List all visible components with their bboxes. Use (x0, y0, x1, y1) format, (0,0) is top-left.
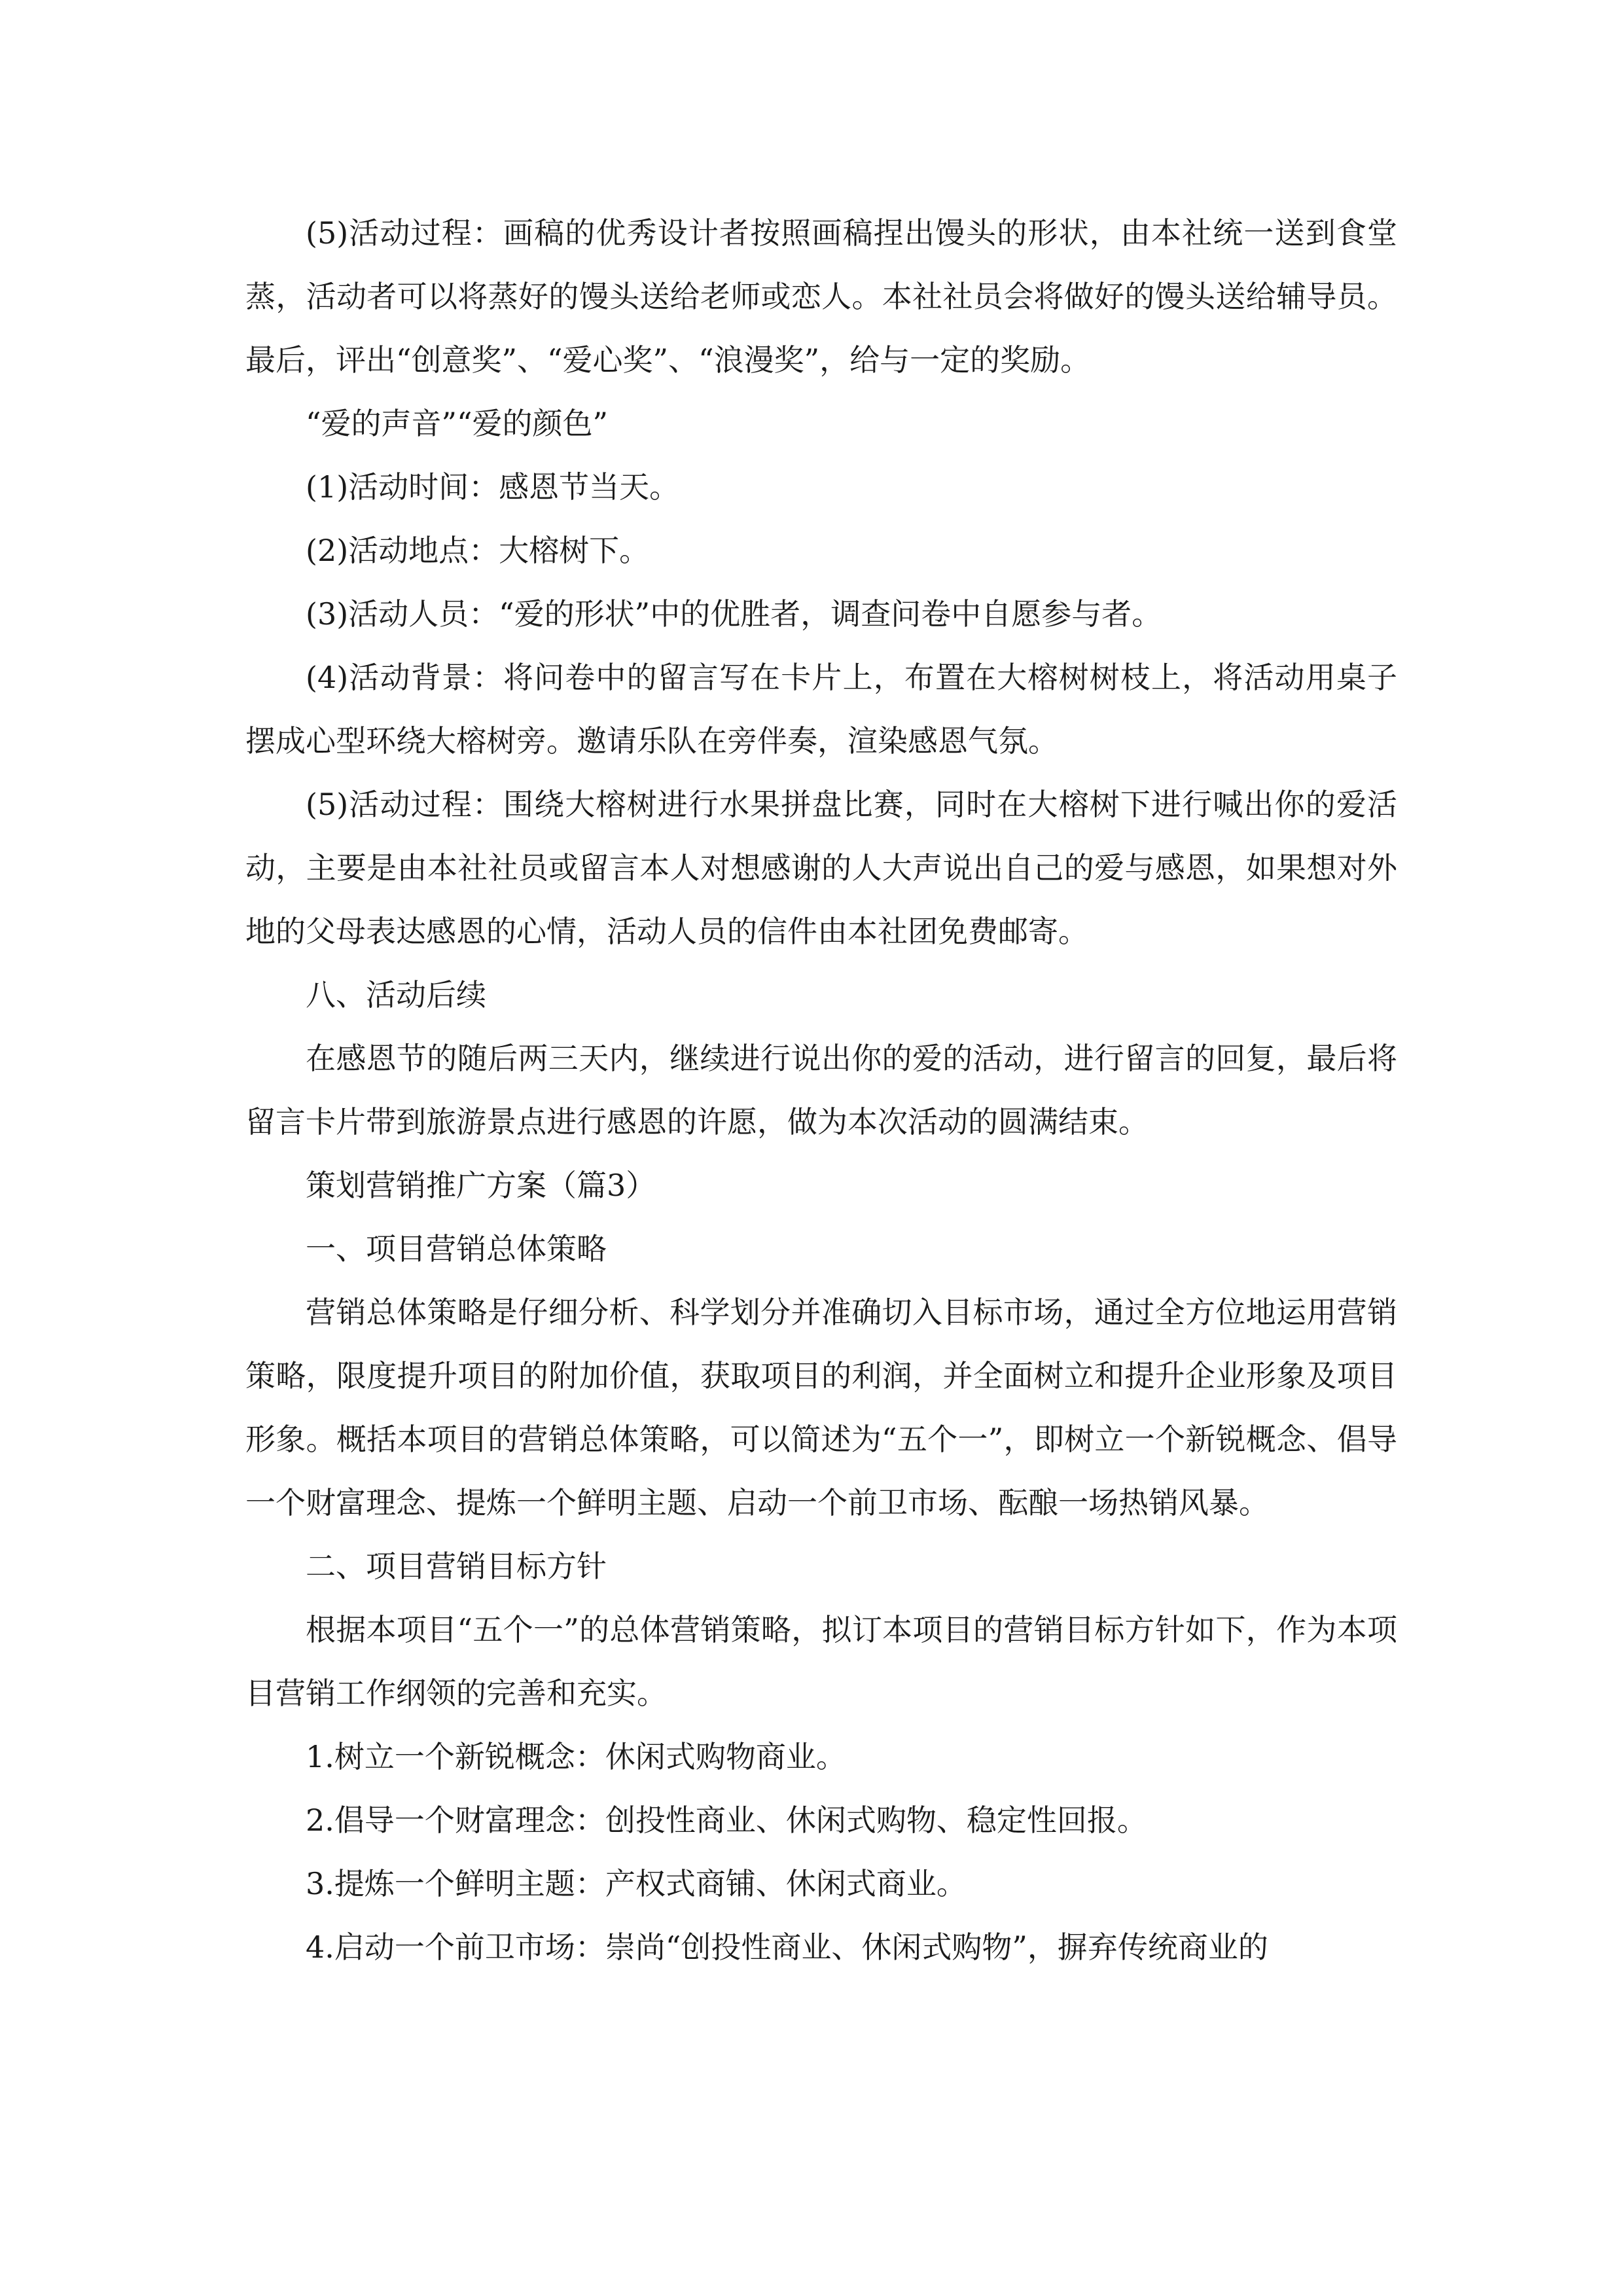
article-title: 策划营销推广方案（篇3） (306, 1168, 656, 1203)
paragraph: 在感恩节的随后两三天内，继续进行说出你的爱的活动，进行留言的回复，最后将留言卡片带到旅游景点进行感恩的许愿，做为本次活动的圆满结束。 (245, 1041, 1397, 1139)
section-heading: 一、项目营销总体策略 (306, 1231, 607, 1266)
paragraph: (5)活动过程：画稿的优秀设计者按照画稿捏出馒头的形状，由本社统一送到食堂蒸，活动者可以将蒸好的馒头送给老师或恋人。本社社员会将做好的馒头送给辅导员。最后，评出“创意奖”、“爱心奖”、“浪漫奖”，给与一定的奖励。 (245, 215, 1397, 378)
paragraph: “爱的声音”“爱的颜色” (306, 406, 609, 441)
paragraph: (1)活动时间：感恩节当天。 (306, 469, 680, 505)
paragraph: 根据本项目“五个一”的总体营销策略，拟订本项目的营销目标方针如下，作为本项目营销工作纲领的完善和充实。 (245, 1612, 1397, 1711)
paragraph: (3)活动人员：“爱的形状”中的优胜者，调查问卷中自愿参与者。 (306, 596, 1162, 632)
section-heading: 八、活动后续 (306, 977, 486, 1013)
list-item: 2.倡导一个财富理念：创投性商业、休闲式购物、稳定性回报。 (306, 1803, 1147, 1838)
list-item: 3.提炼一个鲜明主题：产权式商铺、休闲式商业。 (306, 1866, 967, 1901)
paragraph: (2)活动地点：大榕树下。 (306, 533, 650, 568)
document-body (245, 202, 1397, 1979)
paragraph: (5)活动过程：围绕大榕树进行水果拼盘比赛，同时在大榕树下进行喊出你的爱活动，主要是由本社社员或留言本人对想感谢的人大声说出自己的爱与感恩，如果想对外地的父母表达感恩的心情，活动人员的信件由本社团免费邮寄。 (245, 787, 1397, 949)
list-item: 1.树立一个新锐概念：休闲式购物商业。 (306, 1739, 846, 1774)
section-heading: 二、项目营销目标方针 (306, 1549, 607, 1584)
paragraph: 营销总体策略是仔细分析、科学划分并准确切入目标市场，通过全方位地运用营销策略，限度提升项目的附加价值，获取项目的利润，并全面树立和提升企业形象及项目形象。概括本项目的营销总体策略，可以简述为“五个一”，即树立一个新锐概念、倡导一个财富理念、提炼一个鲜明主题、启动一个前卫市场、酝酿一场热销风暴。 (245, 1295, 1397, 1520)
list-item: 4.启动一个前卫市场：崇尚“创投性商业、休闲式购物”，摒弃传统商业的 (306, 1929, 1268, 1965)
paragraph: (4)活动背景：将问卷中的留言写在卡片上，布置在大榕树树枝上，将活动用桌子摆成心型环绕大榕树旁。邀请乐队在旁伴奏，渲染感恩气氛。 (245, 660, 1397, 759)
